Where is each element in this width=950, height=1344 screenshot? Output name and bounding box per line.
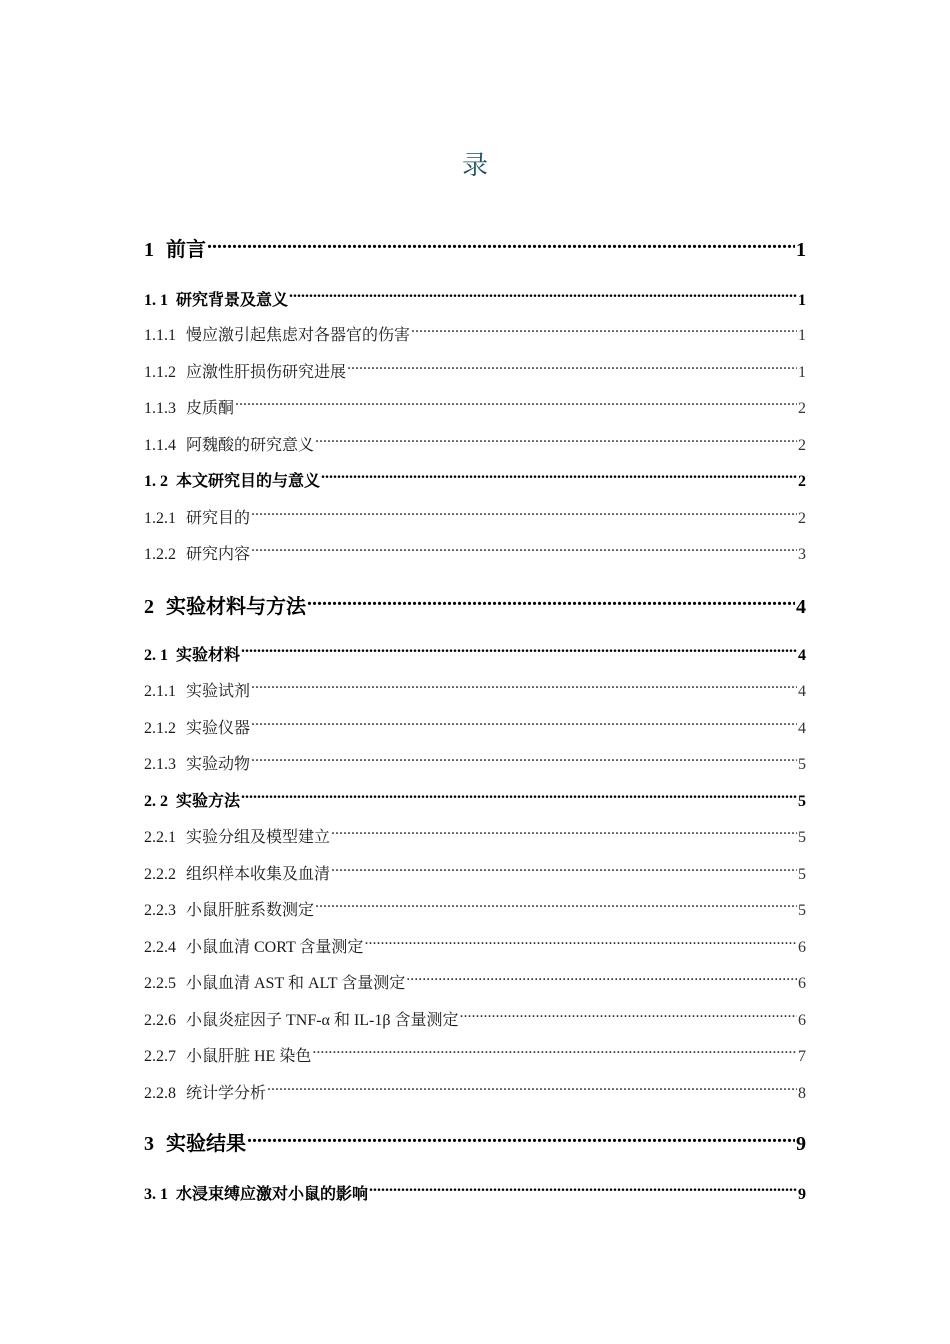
toc-entry-title: 实验材料	[176, 647, 241, 664]
toc-entry-title: 实验方法	[176, 793, 241, 810]
toc-entry-title: 皮质酮	[186, 400, 235, 417]
toc-dot-leader	[241, 782, 797, 806]
toc-entry-number: 2. 1	[144, 647, 168, 664]
toc-entry-page-number: 1	[798, 292, 806, 309]
toc-entry-level-3[interactable]	[144, 672, 806, 700]
toc-entry-level-3[interactable]	[144, 389, 806, 417]
toc-entry-title: 统计学分析	[186, 1085, 267, 1102]
toc-entry-level-3[interactable]	[144, 745, 806, 773]
toc-dot-leader	[315, 891, 797, 915]
toc-entry-title: 实验仪器	[186, 720, 251, 737]
toc-dot-leader	[247, 1122, 795, 1150]
toc-entry-title: 实验结果	[166, 1133, 246, 1155]
toc-entry-page-number: 4	[798, 683, 806, 700]
toc-entry-title: 本文研究目的与意义	[176, 473, 321, 490]
toc-entry-level-3[interactable]	[144, 709, 806, 737]
toc-entry-title: 小鼠炎症因子 TNF-α 和 IL-1β 含量测定	[186, 1012, 459, 1029]
toc-entry-title: 实验材料与方法	[166, 596, 306, 618]
toc-entry-number: 2	[144, 596, 154, 618]
toc-entry-level-3[interactable]	[144, 964, 806, 992]
toc-entry-page-number: 5	[798, 793, 806, 810]
toc-entry-level-3[interactable]	[144, 316, 806, 344]
toc-entry-page-number: 2	[798, 437, 806, 454]
toc-entry-number: 2.2.3	[144, 902, 176, 919]
toc-entry-number: 3. 1	[144, 1186, 168, 1203]
toc-entry-level-3[interactable]	[144, 928, 806, 956]
toc-entry-title: 阿魏酸的研究意义	[186, 437, 315, 454]
toc-entry-page-number: 6	[798, 1012, 806, 1029]
toc-entry-title: 实验分组及模型建立	[186, 829, 331, 846]
toc-entry-number: 1. 1	[144, 292, 168, 309]
toc-entry-number: 2.2.1	[144, 829, 176, 846]
toc-entry-page-number: 9	[796, 1133, 806, 1155]
toc-entry-number: 3	[144, 1133, 154, 1155]
toc-entry-number: 2.2.4	[144, 939, 176, 956]
toc-entry-level-3[interactable]	[144, 891, 806, 919]
toc-dot-leader	[331, 818, 797, 842]
toc-dot-leader	[406, 964, 797, 988]
toc-entry-page-number: 2	[798, 510, 806, 527]
toc-entry-level-3[interactable]	[144, 1001, 806, 1029]
toc-dot-leader	[347, 353, 797, 377]
toc-entry-level-3[interactable]	[144, 353, 806, 381]
toc-dot-leader	[460, 1001, 797, 1025]
toc-entry-title: 研究背景及意义	[176, 292, 289, 309]
toc-dot-leader	[331, 855, 797, 879]
toc-dot-leader	[321, 462, 797, 486]
toc-entry-title: 小鼠肝脏 HE 染色	[186, 1048, 312, 1065]
toc-entry-page-number: 2	[798, 400, 806, 417]
toc-entry-number: 1. 2	[144, 473, 168, 490]
toc-entry-number: 1.1.4	[144, 437, 176, 454]
toc-entry-page-number: 9	[798, 1186, 806, 1203]
toc-entry-title: 小鼠肝脏系数测定	[186, 902, 315, 919]
toc-entry-page-number: 1	[798, 364, 806, 381]
toc-entry-page-number: 4	[796, 596, 806, 618]
toc-entry-number: 2.1.1	[144, 683, 176, 700]
toc-entry-title: 组织样本收集及血清	[186, 866, 331, 883]
toc-entry-level-2[interactable]	[144, 636, 806, 664]
toc-entry-level-2[interactable]	[144, 281, 806, 309]
toc-entry-number: 2.2.6	[144, 1012, 176, 1029]
toc-entry-number: 2. 2	[144, 793, 168, 810]
toc-entry-title: 水浸束缚应激对小鼠的影响	[176, 1186, 369, 1203]
toc-entry-number: 2.1.3	[144, 756, 176, 773]
toc-entry-title: 研究内容	[186, 546, 251, 563]
toc-entry-title: 研究目的	[186, 510, 251, 527]
toc-entry-number: 1.2.1	[144, 510, 176, 527]
toc-dot-leader	[251, 672, 797, 696]
toc-dot-leader	[411, 316, 797, 340]
toc-entry-level-3[interactable]	[144, 535, 806, 563]
toc-entry-title: 前言	[166, 239, 206, 261]
toc-entry-level-3[interactable]	[144, 1037, 806, 1065]
toc-dot-leader	[241, 636, 797, 660]
toc-dot-leader	[312, 1037, 797, 1061]
toc-dot-leader	[251, 535, 797, 559]
toc-entry-page-number: 5	[798, 866, 806, 883]
toc-entry-level-2[interactable]	[144, 1175, 806, 1203]
toc-entry-page-number: 6	[798, 975, 806, 992]
toc-entry-number: 2.1.2	[144, 720, 176, 737]
toc-entry-number: 1.1.1	[144, 327, 176, 344]
toc-entry-level-1[interactable]	[144, 1122, 806, 1155]
toc-entry-title: 应激性肝损伤研究进展	[186, 364, 347, 381]
toc-entry-number: 1	[144, 239, 154, 261]
toc-entry-title: 小鼠血清 CORT 含量测定	[186, 939, 364, 956]
toc-entry-level-3[interactable]	[144, 1074, 806, 1102]
toc-entry-number: 1.2.2	[144, 546, 176, 563]
toc-entry-page-number: 4	[798, 720, 806, 737]
toc-entry-level-2[interactable]	[144, 462, 806, 490]
toc-entry-page-number: 5	[798, 829, 806, 846]
toc-entry-level-1[interactable]	[144, 228, 806, 261]
toc-entry-level-3[interactable]	[144, 855, 806, 883]
toc-entry-page-number: 6	[798, 939, 806, 956]
toc-entry-page-number: 2	[798, 473, 806, 490]
toc-entry-title: 实验动物	[186, 756, 251, 773]
toc-entry-page-number: 7	[798, 1048, 806, 1065]
toc-entry-page-number: 5	[798, 902, 806, 919]
toc-dot-leader	[235, 389, 797, 413]
toc-entry-level-3[interactable]	[144, 499, 806, 527]
toc-dot-leader	[307, 585, 795, 613]
toc-entry-number: 2.2.8	[144, 1085, 176, 1102]
toc-entry-number: 2.2.7	[144, 1048, 176, 1065]
toc-dot-leader	[369, 1175, 797, 1199]
toc-entry-title: 实验试剂	[186, 683, 251, 700]
toc-dot-leader	[364, 928, 797, 952]
toc-entry-level-1[interactable]	[144, 585, 806, 618]
toc-entry-level-3[interactable]	[144, 818, 806, 846]
toc-entry-page-number: 8	[798, 1085, 806, 1102]
toc-entry-number: 1.1.3	[144, 400, 176, 417]
toc-entry-page-number: 3	[798, 546, 806, 563]
page-title: 录	[461, 151, 488, 181]
toc-dot-leader	[251, 499, 797, 523]
toc-entry-page-number: 1	[798, 327, 806, 344]
toc-dot-leader	[251, 745, 797, 769]
toc-entry-page-number: 5	[798, 756, 806, 773]
toc-dot-leader	[315, 426, 797, 450]
toc-dot-leader	[207, 228, 795, 256]
toc-dot-leader	[289, 281, 797, 305]
toc-entry-page-number: 1	[796, 239, 806, 261]
toc-entry-level-3[interactable]	[144, 426, 806, 454]
toc-dot-leader	[267, 1074, 797, 1098]
toc-entry-title: 小鼠血清 AST 和 ALT 含量测定	[186, 975, 406, 992]
toc-entry-number: 2.2.5	[144, 975, 176, 992]
toc-dot-leader	[251, 709, 797, 733]
toc-entry-number: 2.2.2	[144, 866, 176, 883]
toc-entry-number: 1.1.2	[144, 364, 176, 381]
toc-entry-level-2[interactable]	[144, 782, 806, 810]
toc-entry-page-number: 4	[798, 647, 806, 664]
toc-entry-title: 慢应激引起焦虑对各器官的伤害	[186, 327, 411, 344]
